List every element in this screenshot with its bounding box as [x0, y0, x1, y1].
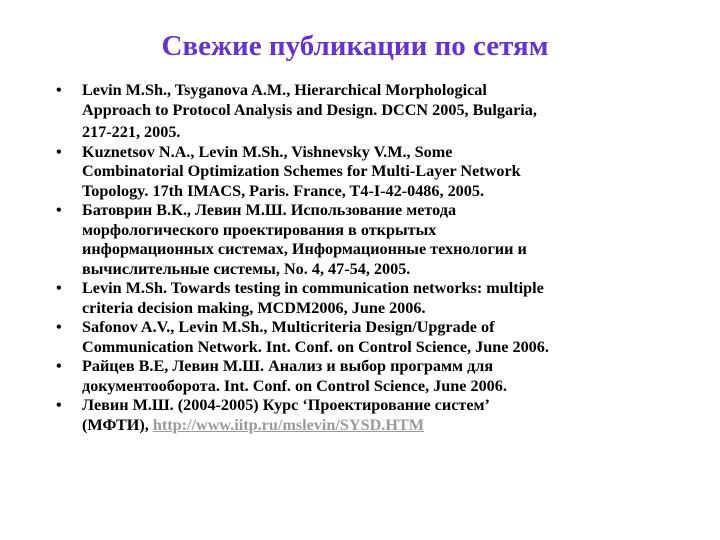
- list-item: [50, 279, 690, 318]
- publication-line: Approach to Protocol Analysis and Design. DCCN 2005, Bulgaria,: [82, 100, 537, 119]
- publication-list: [50, 81, 690, 435]
- list-item: [50, 81, 690, 143]
- publication-line: criteria decision making, MCDM2006, June 2006.: [82, 298, 426, 317]
- bullet-icon: •: [56, 201, 62, 219]
- publication-line: Safonov A.V., Levin M.Sh., Multicriteria Design/Upgrade of: [82, 318, 495, 336]
- list-item: [50, 357, 690, 396]
- publication-line: 217-221, 2005.: [82, 123, 181, 141]
- publication-line: Communication Network. Int. Conf. on Control Science, June 2006.: [82, 337, 549, 356]
- publication-line: документооборота. Int. Conf. on Control Science, June 2006.: [82, 376, 507, 395]
- list-item: [50, 143, 690, 202]
- bullet-icon: •: [56, 318, 62, 336]
- publication-line: Райцев В.Е, Левин М.Ш. Анализ и выбор программ для: [82, 357, 494, 375]
- publication-line: морфологического проектирования в открытых: [82, 220, 437, 239]
- list-item: [50, 396, 690, 435]
- publication-line: Levin M.Sh., Tsyganova A.M., Hierarchical Morphological: [82, 81, 487, 99]
- bullet-icon: •: [56, 357, 62, 375]
- publication-line: Combinatorial Optimization Schemes for Multi-Layer Network: [82, 162, 521, 180]
- list-item: [50, 201, 690, 279]
- publication-line: Topology. 17th IMACS, Paris. France, T4-I-42-0486, 2005.: [82, 181, 484, 200]
- slide-title: Свежие публикации по сетям: [161, 30, 549, 62]
- publication-line-with-link: [82, 416, 690, 436]
- publication-line: Kuznetsov N.A., Levin M.Sh., Vishnevsky V.M., Some: [82, 142, 453, 161]
- bullet-icon: •: [56, 81, 62, 99]
- publication-line: Levin M.Sh. Towards testing in communication networks: multiple: [82, 279, 544, 297]
- course-note: (МФТИ),: [82, 415, 153, 434]
- bullet-icon: •: [56, 142, 62, 161]
- publication-line: информационных системах, Информационные технологии и: [82, 240, 527, 258]
- bullet-icon: •: [56, 396, 62, 414]
- bullet-icon: •: [56, 279, 62, 297]
- course-link[interactable]: http://www.iitp.ru/mslevin/SYSD.HTM: [152, 415, 424, 434]
- publication-line: вычислительные системы, No. 4, 47-54, 2005.: [82, 259, 411, 278]
- publication-line: Левин М.Ш. (2004-2005) Курс ‘Проектирование систем’: [82, 396, 490, 414]
- list-item: [50, 318, 690, 357]
- publication-line: Батоврин В.К., Левин М.Ш. Использование метода: [82, 201, 457, 219]
